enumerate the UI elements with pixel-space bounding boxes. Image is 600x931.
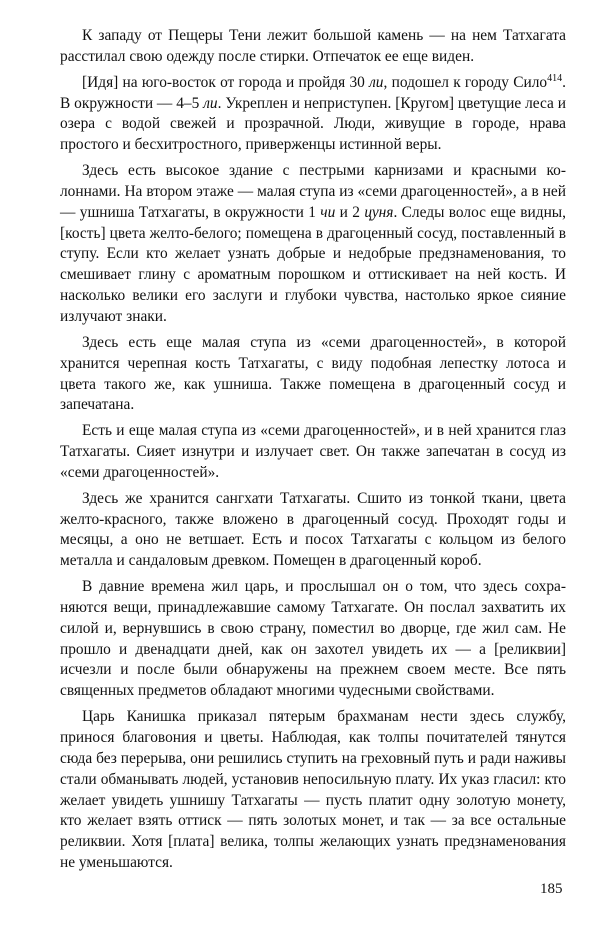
text-run: . Укреплен и неприступен. [Кругом] цветущие леса и озера с водой свежей и прозрачной. Люди, живущие в городе, нрава простого и бесхитростного, приверженцы истинной веры. [60, 94, 566, 154]
text-run: Здесь есть высокое здание с пестрыми карнизами и красными колоннами. На втором этаже — малая ступа из «семи драгоценностей», а в ней — ушниша Татхагаты, в окружности 1 [60, 162, 566, 221]
paragraph [60, 73, 566, 156]
body-text [60, 26, 566, 874]
paragraph: К западу от Пещеры Тени лежит большой камень — на нем Татхагата расстилал свою одежду после стирки. Отпечаток ее еще виден. [60, 27, 566, 65]
italic-term: цуня [364, 203, 394, 221]
paragraph: Царь Канишка приказал пятерым брахманам нести здесь службу, принося благовония и цветы. Наблюдая, как толпы почитателей тянутся сюда без перерыва, они решились ступить на греховный путь и ради наживы стали обманывать людей, установив непосильную плату. Их указ гласил: кто желает увидеть ушнишу Татхагаты — пусть платит одну золотую монету, кто желает взять оттиск — пять золотых монет, и так — за все остальные реликвии. Хотя [плата] велика, толпы желающих узнать предзнаменования не уменьшаются. [60, 708, 566, 872]
footnote-ref: 414 [547, 72, 563, 84]
text-run: [Идя] на юго-восток от города и пройдя 30 [82, 73, 370, 91]
text-run: и 2 [335, 203, 365, 221]
italic-term: ли [369, 73, 384, 91]
paragraph: В давние времена жил царь, и прослышал он о том, что здесь сохраняются вещи, принадлежавшие самому Татхагате. Он послал захватить их силой и, вернувшись в свою страну, поместил во дворце, где жил сам. Не прошло и двенадцати дней, как он захотел увидеть их — а [реликвии] исчезли и после были обнаружены на прежнем своем месте. Все пять священных предметов обладают многими чудесными свойствами. [60, 578, 566, 700]
page-number: 185 [540, 881, 563, 897]
italic-term: ли [203, 94, 218, 112]
paragraph: Есть и еще малая ступа из «семи драгоценностей», и в ней хранится глаз Татхагаты. Сияет изнутри и излучает свет. Он также запечатан в сосуд из «семи драгоценностей». [60, 422, 566, 481]
paragraph: Здесь есть еще малая ступа из «семи драгоценностей», в которой хранится черепная кость Татхагаты, с виду подобная лепестку лотоса и цвета такого же, как ушниша. Также помещена в драгоценный сосуд и запечатана. [60, 333, 566, 414]
italic-term: чи [320, 203, 336, 221]
text-run: , подошел к городу Сило [383, 73, 548, 91]
text-run: . В окружности — 4–5 [60, 73, 566, 112]
paragraph [60, 161, 566, 328]
text-run: . Следы волос еще видны, [кость] цвета желто-белого; помещена в драгоценный сосуд, поставленный в ступу. Если кто желает узнать добрые и недобрые предзнаменования, то смешивает глину с ароматным порошком и оттискивает на ней кость. И насколько велики его заслуги и глубоки чувства, настолько яркое сияние излучают знаки. [60, 203, 566, 325]
paragraph: Здесь же хранится сангхати Татхагаты. Сшито из тонкой ткани, цвета желто-красного, также вложено в драгоценный сосуд. Проходят годы и месяцы, а оно не ветшает. Есть и посох Татхагаты с кольцом из белого металла и сандаловым древком. Помещен в драгоценный короб. [60, 489, 566, 570]
